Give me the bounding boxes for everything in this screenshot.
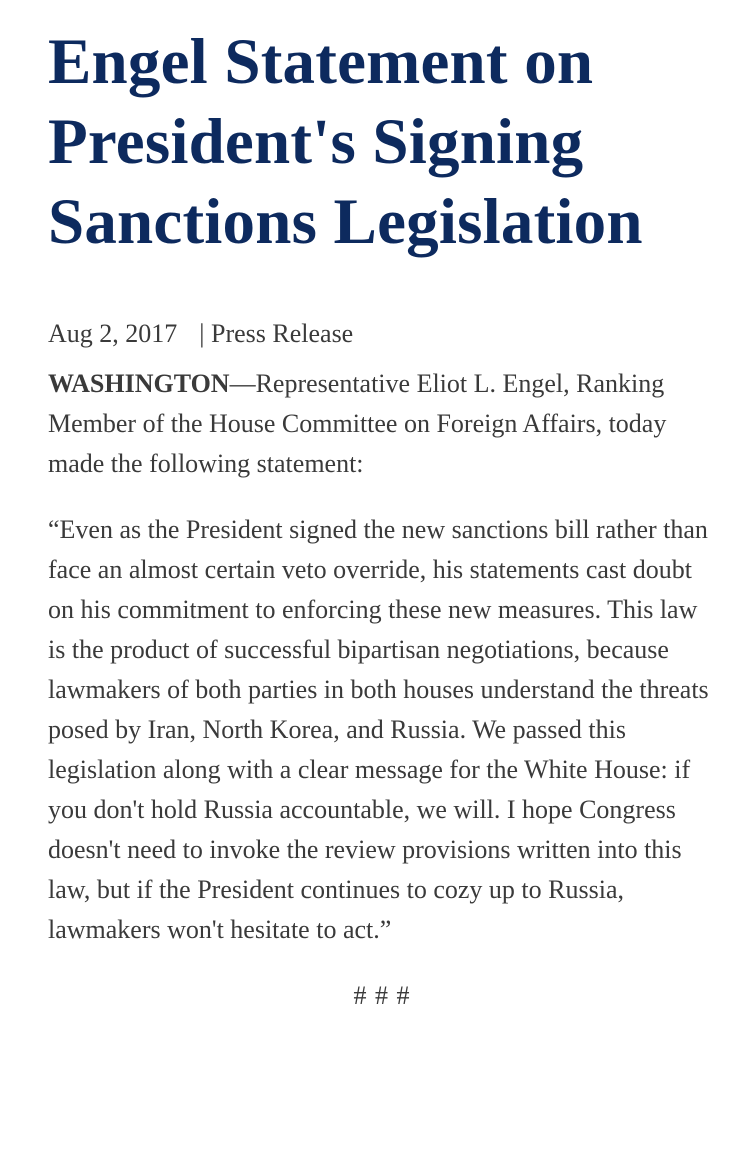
article-category: | Press Release	[199, 319, 354, 348]
press-release	[48, 22, 716, 1016]
dateline: WASHINGTON	[48, 369, 230, 398]
lead-text: —Representative Eliot L. Engel, Ranking Member of the House Committee on Foreign Affairs, today made the following statement:	[48, 369, 667, 478]
publish-date: Aug 2, 2017	[48, 319, 178, 348]
page-title: Engel Statement on President's Signing Sanctions Legislation	[48, 26, 643, 258]
article-meta	[48, 316, 716, 352]
lead-paragraph	[48, 364, 716, 484]
statement-quote: “Even as the President signed the new sanctions bill rather than face an almost certain veto override, his statements cast doubt on his commitment to enforcing these new measures. This law is the product of successful bipartisan negotiations, because lawmakers of both parties in both houses understand the threats posed by Iran, North Korea, and Russia. We passed this legislation along with a clear message for the White House: if you don't hold Russia accountable, we will. I hope Congress doesn't need to invoke the review provisions written into this law, but if the President continues to cozy up to Russia, lawmakers won't hesitate to act.”	[48, 515, 709, 944]
end-mark: # # #	[353, 981, 411, 1010]
